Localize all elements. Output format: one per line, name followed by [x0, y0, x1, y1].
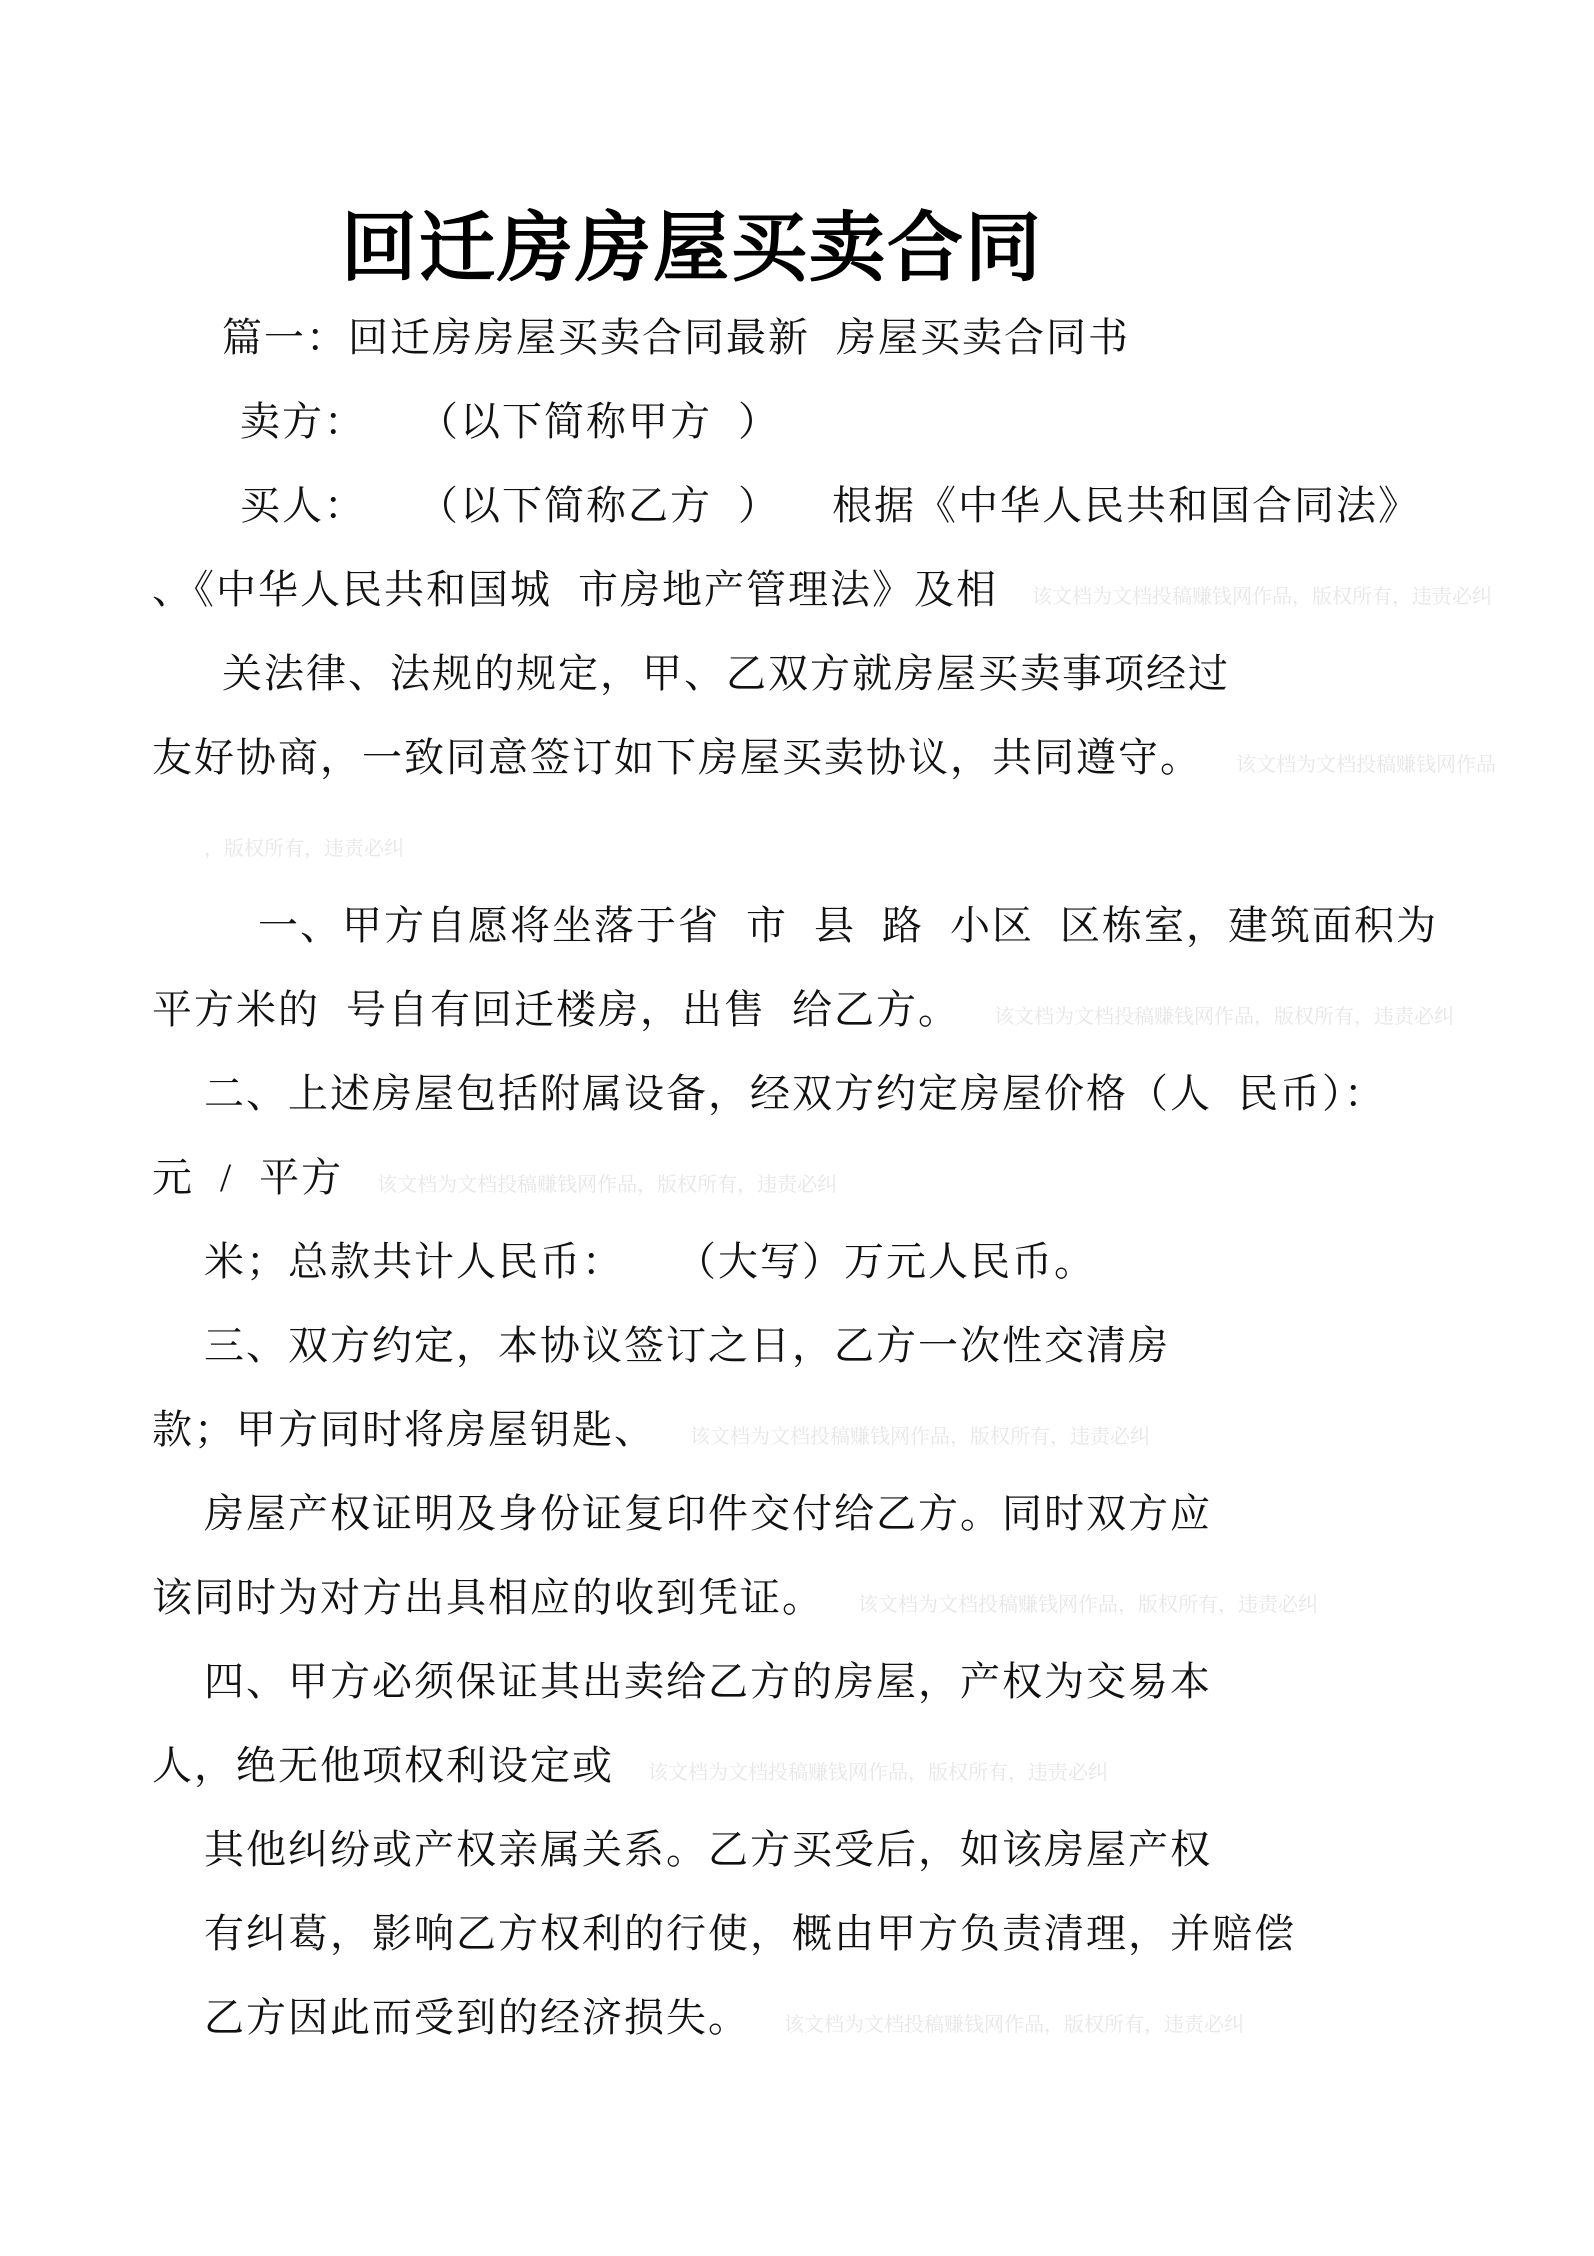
- text-line-content: 篇一：回迁房房屋买卖合同最新 房屋买卖合同书: [222, 315, 1130, 361]
- text-line: [152, 716, 1594, 800]
- document-title: 回迁房房屋买卖合同: [341, 206, 1043, 291]
- text-line-content: 买人： （以下简称乙方 ） 根据《中华人民共和国合同法》: [240, 483, 1420, 529]
- text-line-content: 平方米的 号自有回迁楼房，出售 给乙方。: [152, 987, 960, 1033]
- text-line: [152, 1136, 1594, 1220]
- text-line-content: 其他纠纷或产权亲属关系。乙方买受后，如该房屋产权: [204, 1827, 1212, 1873]
- text-line: [222, 632, 1594, 716]
- text-line: [204, 1640, 1594, 1724]
- text-line: [222, 296, 1594, 380]
- text-line-content: 该同时为对方出具相应的收到凭证。: [152, 1575, 824, 1621]
- text-line: [204, 1808, 1594, 1892]
- text-line-content: 友好协商，一致同意签订如下房屋买卖协议，共同遵守。: [152, 735, 1202, 781]
- document-body: [0, 294, 1594, 2060]
- watermark-text: 该文档为文档投稿赚钱网作品，版权所有，违责必纠: [377, 1174, 838, 1197]
- text-line: [240, 380, 1594, 464]
- text-line-content: 四、甲方必须保证其出卖给乙方的房屋，产权为交易本: [204, 1659, 1212, 1705]
- text-line-content: 房屋产权证明及身份证复印件交付给乙方。同时双方应: [204, 1491, 1212, 1537]
- watermark-text: ，版权所有，违责必纠: [204, 838, 404, 861]
- watermark-text: 该文档为文档投稿赚钱网作品，版权所有，违责必纠: [648, 1762, 1108, 1785]
- text-line: [152, 1388, 1594, 1472]
- text-line-content: 元 / 平方: [152, 1155, 344, 1201]
- watermark-text: 该文档为文档投稿赚钱网作品，版权所有，违责必纠: [784, 2014, 1244, 2037]
- title-area: [0, 0, 1594, 294]
- watermark-text: 该文档为文档投稿赚钱网作品，版权所有，违责必纠: [690, 1426, 1150, 1449]
- text-line: [204, 1976, 1594, 2060]
- text-line-content: 人，绝无他项权利设定或: [152, 1743, 614, 1789]
- text-line-content: 款；甲方同时将房屋钥匙、: [152, 1407, 656, 1453]
- text-line-content: 一、甲方自愿将坐落于省 市 县 路 小区 区栋室，建筑面积为: [258, 903, 1438, 949]
- watermark-text: 该文档为文档投稿赚钱网作品: [1236, 754, 1496, 777]
- text-line: [204, 1892, 1594, 1976]
- text-line-content: 有纠葛，影响乙方权利的行使，概由甲方负责清理，并赔偿: [204, 1911, 1296, 1957]
- text-line: [152, 968, 1594, 1052]
- text-line-content: 乙方因此而受到的经济损失。: [204, 1995, 750, 2041]
- text-line: [258, 884, 1594, 968]
- text-line-content: 卖方： （以下简称甲方 ）: [240, 399, 780, 445]
- text-line: [240, 464, 1594, 548]
- text-line-content: 三、双方约定，本协议签订之日，乙方一次性交清房: [204, 1323, 1170, 1369]
- watermark-text: 该文档为文档投稿赚钱网作品，版权所有，违责必纠: [994, 1006, 1454, 1029]
- text-line: [152, 1556, 1594, 1640]
- watermark-text: 该文档为文档投稿赚钱网作品，版权所有，违责必纠: [858, 1594, 1318, 1617]
- text-line: [152, 1724, 1594, 1808]
- text-line: [204, 800, 1594, 884]
- text-line: [204, 1304, 1594, 1388]
- text-line-content: 米；总款共计人民币： （大写）万元人民币。: [204, 1239, 1096, 1285]
- text-line-content: 、《中华人民共和国城 市房地产管理法》及相: [152, 567, 998, 613]
- watermark-text: 该文档为文档投稿赚钱网作品，版权所有，违责必纠: [1032, 586, 1492, 609]
- text-line: [152, 548, 1594, 632]
- text-line: [204, 1052, 1594, 1136]
- text-line-content: 二、上述房屋包括附属设备，经双方约定房屋价格（人 民币）：: [204, 1071, 1386, 1117]
- text-line: [204, 1220, 1594, 1304]
- text-line-content: 关法律、法规的规定，甲、乙双方就房屋买卖事项经过: [222, 651, 1230, 697]
- text-line: [204, 1472, 1594, 1556]
